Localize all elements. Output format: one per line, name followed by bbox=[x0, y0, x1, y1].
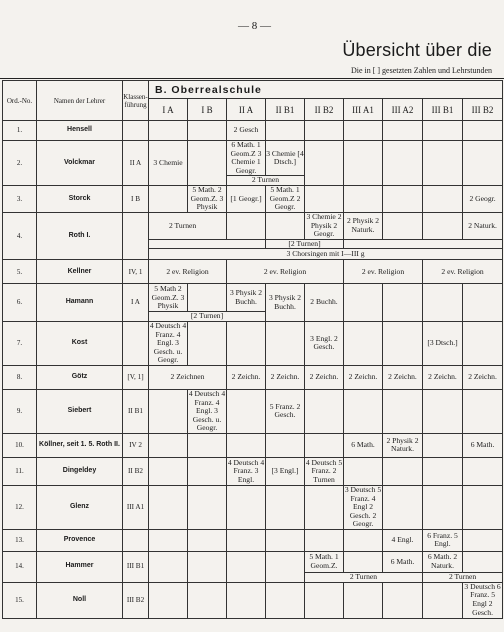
cell: 5 Math. 1 Geom.Z. bbox=[305, 551, 344, 572]
row-number: 13. bbox=[3, 529, 37, 551]
cell bbox=[305, 433, 344, 457]
teacher-name: Hensell bbox=[37, 121, 123, 141]
class-lead: [V, 1] bbox=[123, 365, 149, 389]
cell: 4 Deutsch 5 Franz. 2 Turnen bbox=[305, 457, 343, 484]
cell bbox=[227, 551, 266, 582]
cell: 2 Zeichn. bbox=[463, 365, 503, 389]
class-lead bbox=[123, 121, 149, 141]
cell bbox=[266, 582, 305, 618]
cell-note: 2 Turnen bbox=[227, 176, 305, 186]
cell bbox=[423, 457, 463, 485]
cell: 2 Turnen bbox=[149, 212, 227, 239]
cell: 6 Math. bbox=[383, 551, 423, 572]
cell bbox=[266, 551, 305, 582]
cell: 3 Physik 2 Buchh. bbox=[266, 284, 305, 322]
header-class: III B1 bbox=[423, 99, 463, 121]
cell bbox=[227, 529, 266, 551]
header-name: Namen der Lehrer bbox=[37, 81, 123, 121]
cell: 2 Physik 2 Naturk. bbox=[383, 433, 423, 457]
cell bbox=[266, 485, 305, 529]
table-row bbox=[3, 121, 503, 141]
teacher-name: Glenz bbox=[37, 485, 123, 529]
cell bbox=[463, 389, 503, 433]
cell bbox=[383, 582, 423, 618]
cell: 2 Physik 2 Naturk. bbox=[344, 212, 383, 239]
cell bbox=[149, 121, 188, 141]
cell: 2 Geogr. bbox=[463, 185, 503, 212]
cell bbox=[188, 457, 227, 485]
cell: 5 Franz. 2 Gesch. bbox=[266, 389, 305, 433]
cell: 2 Zeichn. bbox=[266, 365, 305, 389]
header-class: II B1 bbox=[266, 99, 305, 121]
cell: 2 Gesch bbox=[227, 121, 266, 141]
table-row bbox=[3, 141, 503, 176]
table-row bbox=[3, 185, 503, 212]
cell bbox=[305, 389, 344, 433]
row-number: 5. bbox=[3, 260, 37, 284]
header-ord-no: Ord.-No. bbox=[3, 81, 37, 121]
class-lead: II B2 bbox=[123, 457, 149, 485]
row-number: 7. bbox=[3, 321, 37, 365]
cell bbox=[344, 141, 383, 186]
cell bbox=[149, 551, 188, 582]
header-class: II B2 bbox=[305, 99, 344, 121]
cell bbox=[305, 529, 344, 551]
teacher-name: Volckmar bbox=[37, 141, 123, 186]
teacher-name: Noll bbox=[37, 582, 123, 618]
cell bbox=[266, 121, 305, 141]
row-number: 6. bbox=[3, 284, 37, 322]
table-row bbox=[3, 321, 503, 365]
cell: 2 Zeichn. bbox=[383, 365, 423, 389]
class-lead: II B1 bbox=[123, 389, 149, 433]
class-lead: III B2 bbox=[123, 582, 149, 618]
cell bbox=[344, 529, 383, 551]
cell bbox=[266, 321, 305, 365]
class-lead bbox=[123, 321, 149, 365]
teacher-name: Hammer bbox=[37, 551, 123, 582]
cell bbox=[227, 389, 266, 433]
teacher-schedule-table bbox=[2, 80, 503, 619]
cell: [1 Geogr.] bbox=[227, 185, 266, 212]
cell: 2 ev. Religion bbox=[423, 260, 503, 284]
cell bbox=[383, 212, 423, 239]
class-lead: IV 2 bbox=[123, 433, 149, 457]
cell: 2 Zeichn. bbox=[305, 365, 344, 389]
cell: 3 Chemie bbox=[149, 141, 188, 186]
cell bbox=[344, 551, 383, 572]
cell bbox=[227, 212, 266, 239]
cell bbox=[344, 121, 383, 141]
cell: 5 Math. 2 Geom.Z. 3 Physik bbox=[188, 185, 227, 212]
header-class: I A bbox=[149, 99, 188, 121]
cell: 6 Math. bbox=[344, 433, 383, 457]
cell bbox=[305, 582, 344, 618]
cell bbox=[305, 141, 344, 186]
cell: 2 Naturk. bbox=[463, 212, 503, 239]
cell: 6 Math. 2 Naturk. bbox=[423, 551, 463, 572]
cell bbox=[149, 433, 188, 457]
cell: [3 Engl.] bbox=[266, 457, 305, 485]
cell: 6 Math. 1 Geom.Z 3 Chemie 1 Geogr. bbox=[227, 141, 266, 176]
cell bbox=[463, 529, 503, 551]
cell bbox=[188, 551, 227, 582]
cell bbox=[463, 121, 503, 141]
cell: 5 Math. 1 Geom.Z 2 Geogr. bbox=[266, 185, 305, 212]
cell bbox=[149, 185, 188, 212]
table-row bbox=[3, 551, 503, 572]
cell bbox=[188, 321, 227, 365]
teacher-name: Götz bbox=[37, 365, 123, 389]
cell bbox=[423, 284, 463, 322]
table-row bbox=[3, 582, 503, 618]
cell bbox=[344, 284, 383, 322]
cell-note: 2 Turnen bbox=[305, 572, 423, 582]
cell bbox=[305, 485, 344, 529]
cell bbox=[423, 389, 463, 433]
cell-note: 2 Turnen bbox=[423, 572, 503, 582]
header-rule bbox=[0, 78, 504, 79]
row-number: 12. bbox=[3, 485, 37, 529]
row-number: 11. bbox=[3, 457, 37, 485]
class-lead: I B bbox=[123, 185, 149, 212]
header-class: II A bbox=[227, 99, 266, 121]
teacher-name: Hamann bbox=[37, 284, 123, 322]
cell bbox=[383, 121, 423, 141]
page-number: — 8 — bbox=[238, 20, 271, 32]
cell: 4 Deutsch 4 Franz. 3 Engl. bbox=[227, 457, 265, 484]
row-number: 2. bbox=[3, 141, 37, 186]
cell bbox=[227, 433, 266, 457]
table-row bbox=[3, 389, 503, 433]
cell bbox=[383, 185, 423, 212]
cell bbox=[463, 551, 503, 572]
teacher-name: Siebert bbox=[37, 389, 123, 433]
cell-note: [2 Turnen] bbox=[149, 312, 266, 322]
cell: 3 Engl. 2 Gesch. bbox=[305, 321, 344, 365]
cell bbox=[423, 141, 463, 186]
cell bbox=[383, 284, 423, 322]
class-lead: III A1 bbox=[123, 485, 149, 529]
cell bbox=[423, 582, 463, 618]
cell bbox=[344, 321, 383, 365]
cell: 3 Chemie 2 Physik 2 Geogr. bbox=[306, 212, 342, 239]
page-title: Übersicht über die bbox=[342, 40, 492, 60]
cell bbox=[266, 529, 305, 551]
cell bbox=[149, 485, 188, 529]
header-class: I B bbox=[188, 99, 227, 121]
table-row bbox=[3, 529, 503, 551]
class-lead: I A bbox=[123, 284, 149, 322]
cell-blank bbox=[344, 239, 503, 249]
row-number: 1. bbox=[3, 121, 37, 141]
cell bbox=[266, 433, 305, 457]
header-group: B. Oberrealschule bbox=[149, 81, 503, 99]
class-lead: II A bbox=[123, 141, 149, 186]
cell bbox=[188, 485, 227, 529]
cell bbox=[227, 485, 266, 529]
class-lead bbox=[123, 212, 149, 259]
cell bbox=[383, 141, 423, 186]
cell: 4 Engl. bbox=[383, 529, 423, 551]
cell bbox=[188, 582, 227, 618]
cell: 3 Chemie [4 Dtsch.] bbox=[266, 141, 305, 176]
cell bbox=[149, 582, 188, 618]
cell bbox=[463, 457, 503, 485]
cell bbox=[423, 433, 463, 457]
cell bbox=[188, 529, 227, 551]
cell: 2 ev. Religion bbox=[344, 260, 423, 284]
table-row bbox=[3, 260, 503, 284]
cell: 3 Physik 2 Buchh. bbox=[227, 284, 266, 312]
cell bbox=[149, 389, 188, 433]
cell: 2 ev. Religion bbox=[149, 260, 227, 284]
cell: 6 Math. bbox=[463, 433, 503, 457]
cell bbox=[344, 389, 383, 433]
cell: 4 Deutsch 4 Franz. 4 Engl. 3 Gesch. u. Geogr. bbox=[188, 389, 226, 433]
cell: 2 ev. Religion bbox=[227, 260, 344, 284]
teacher-name: Köllner, seit 1. 5. Roth II. bbox=[37, 433, 123, 457]
cell bbox=[383, 321, 423, 365]
row-number: 8. bbox=[3, 365, 37, 389]
cell bbox=[305, 185, 344, 212]
cell bbox=[423, 121, 463, 141]
class-lead: III B1 bbox=[123, 551, 149, 582]
cell: 2 Zeichn. bbox=[344, 365, 383, 389]
cell: [3 Dtsch.] bbox=[423, 321, 463, 365]
teacher-name: Storck bbox=[37, 185, 123, 212]
table-row bbox=[3, 284, 503, 312]
teacher-name: Dingeldey bbox=[37, 457, 123, 485]
table-row bbox=[3, 212, 503, 239]
cell bbox=[344, 582, 383, 618]
cell bbox=[188, 433, 227, 457]
cell bbox=[188, 284, 227, 312]
row-number: 10. bbox=[3, 433, 37, 457]
cell bbox=[463, 284, 503, 322]
row-number: 3. bbox=[3, 185, 37, 212]
cell: 6 Franz. 5 Engl. bbox=[423, 529, 463, 551]
cell bbox=[463, 485, 503, 529]
cell bbox=[266, 212, 305, 239]
chorus-note: 3 Chorsingen mit I—III g bbox=[149, 249, 503, 260]
class-lead: IV, 1 bbox=[123, 260, 149, 284]
cell: 2 Zeichnen bbox=[149, 365, 227, 389]
cell: 3 Deutsch 5 Franz. 4 Engl 2 Gesch. 2 Geogr. bbox=[344, 485, 382, 529]
cell bbox=[344, 457, 383, 485]
cell bbox=[305, 121, 344, 141]
cell: 4 Deutsch 4 Franz. 4 Engl. 3 Gesch. u. Geogr. bbox=[149, 321, 187, 365]
cell-note: [2 Turnen] bbox=[266, 239, 344, 249]
row-number: 15. bbox=[3, 582, 37, 618]
cell bbox=[344, 185, 383, 212]
header-class: III A2 bbox=[383, 99, 423, 121]
cell bbox=[463, 321, 503, 365]
cell bbox=[383, 457, 423, 485]
cell bbox=[383, 389, 423, 433]
page-subtitle: Die in [ ] gesetzten Zahlen und Lehrstunden bbox=[350, 66, 492, 75]
cell bbox=[423, 185, 463, 212]
cell bbox=[423, 212, 463, 239]
teacher-name: Kost bbox=[37, 321, 123, 365]
cell bbox=[149, 529, 188, 551]
teacher-name: Roth I. bbox=[37, 212, 123, 259]
cell: 2 Zeichn. bbox=[423, 365, 463, 389]
header-class: III B2 bbox=[463, 99, 503, 121]
row-number: 4. bbox=[3, 212, 37, 259]
cell: 2 Buchh. bbox=[305, 284, 344, 322]
cell bbox=[149, 457, 188, 485]
cell: 2 Zeichn. bbox=[227, 365, 266, 389]
cell bbox=[383, 485, 423, 529]
cell bbox=[188, 121, 227, 141]
header-klasse: Klassen-führung bbox=[123, 81, 149, 121]
header-class: III A1 bbox=[344, 99, 383, 121]
table-row bbox=[3, 365, 503, 389]
cell bbox=[463, 141, 503, 186]
teacher-name: Provence bbox=[37, 529, 123, 551]
table-row bbox=[3, 457, 503, 485]
cell: 3 Deutsch 6 Franz. 5 Engl 2 Gesch. bbox=[464, 582, 501, 617]
table-row bbox=[3, 485, 503, 529]
class-lead bbox=[123, 529, 149, 551]
cell bbox=[188, 141, 227, 186]
table-row bbox=[3, 433, 503, 457]
cell bbox=[227, 582, 266, 618]
cell: 5 Math 2 Geom.Z. 3 Physik bbox=[149, 284, 188, 312]
cell-blank bbox=[149, 239, 266, 249]
cell bbox=[227, 321, 266, 365]
teacher-name: Kellner bbox=[37, 260, 123, 284]
cell bbox=[423, 485, 463, 529]
row-number: 14. bbox=[3, 551, 37, 582]
row-number: 9. bbox=[3, 389, 37, 433]
